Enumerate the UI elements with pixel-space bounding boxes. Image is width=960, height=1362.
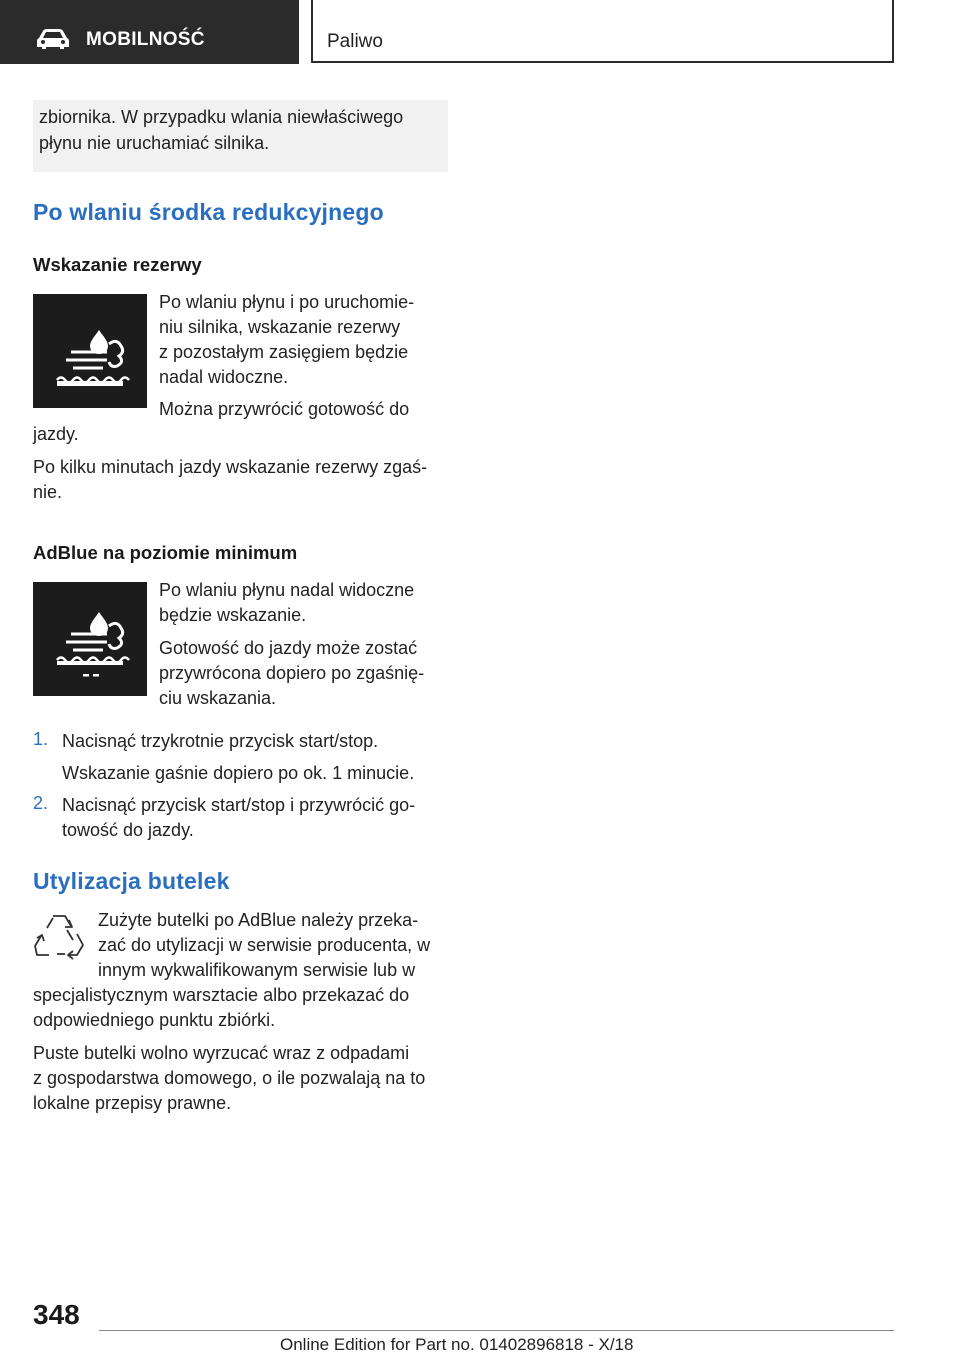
text-line: nie. bbox=[33, 482, 63, 502]
text-line: nadal widoczne. bbox=[159, 367, 289, 387]
text-line: odpowiedniego punktu zbiórki. bbox=[33, 1010, 276, 1030]
text-line: z pozostałym zasięgiem będzie bbox=[159, 342, 409, 362]
text-line: specjalistycznym warsztacie albo przekazać do bbox=[33, 985, 410, 1005]
text-line: z gospodarstwa domowego, o ile pozwalają na to bbox=[33, 1068, 426, 1088]
text-line: przywrócona dopiero po zgaśnię- bbox=[159, 663, 425, 683]
text-line: będzie wskazanie. bbox=[159, 605, 307, 625]
disposal-description-b bbox=[33, 983, 453, 1033]
subsection-heading: Wskazanie rezerwy bbox=[33, 254, 202, 275]
text-line: Gotowość do jazdy może zostać bbox=[159, 638, 418, 658]
text-line: niu silnika, wskazanie rezerwy bbox=[159, 317, 401, 337]
step-text: towość do jazdy. bbox=[62, 820, 194, 840]
step-number: 2. bbox=[33, 793, 49, 813]
disposal-description-a bbox=[98, 908, 450, 983]
adblue-minimum-icon bbox=[33, 582, 147, 696]
text-line: zać do utylizacji w serwisie producenta, w bbox=[98, 935, 431, 955]
note-box bbox=[33, 100, 448, 172]
subsection-heading: AdBlue na poziomie minimum bbox=[33, 542, 298, 563]
note-line: płynu nie uruchamiać silnika. bbox=[39, 133, 270, 153]
car-icon bbox=[36, 28, 70, 50]
header-chapter-box bbox=[311, 0, 894, 63]
text-line: jazdy. bbox=[33, 424, 79, 444]
reserve-description bbox=[159, 290, 449, 390]
recycle-icon bbox=[33, 910, 85, 962]
text-line: Można przywrócić gotowość do bbox=[159, 399, 410, 419]
text-line: Po wlaniu płynu i po uruchomie- bbox=[159, 292, 415, 312]
header-section-tab bbox=[0, 0, 299, 64]
step-note: Wskazanie gaśnie dopiero po ok. 1 minucie. bbox=[62, 763, 415, 783]
text-line: Zużyte butelki po AdBlue należy przeka- bbox=[98, 910, 419, 930]
footer-edition: Online Edition for Part no. 01402896818 - X/18 bbox=[280, 1335, 634, 1354]
page-number: 348 bbox=[33, 1299, 80, 1330]
minimum-description-a bbox=[159, 578, 449, 628]
minimum-description-b bbox=[159, 636, 449, 711]
adblue-reserve-icon bbox=[33, 294, 147, 408]
section-heading: Utylizacja butelek bbox=[33, 868, 230, 894]
text-line: Po wlaniu płynu nadal widoczne bbox=[159, 580, 415, 600]
text-line: Po kilku minutach jazdy wskazanie rezerwy zgaś- bbox=[33, 457, 428, 477]
section-heading: Po wlaniu środka redukcyjnego bbox=[33, 199, 384, 225]
section-title: MOBILNOŚĆ bbox=[86, 29, 205, 50]
text-line: innym wykwalifikowanym serwisie lub w bbox=[98, 960, 416, 980]
disposal-description-c bbox=[33, 1041, 453, 1116]
note-line: zbiornika. W przypadku wlania niewłaściwego bbox=[39, 107, 404, 127]
text-line: ciu wskazania. bbox=[159, 688, 277, 708]
step-text: Nacisnąć przycisk start/stop i przywrócić go- bbox=[62, 795, 416, 815]
step-text: Nacisnąć trzykrotnie przycisk start/stop. bbox=[62, 731, 379, 751]
step-number: 1. bbox=[33, 729, 49, 749]
text-line: Puste butelki wolno wyrzucać wraz z odpadami bbox=[33, 1043, 410, 1063]
text-line: lokalne przepisy prawne. bbox=[33, 1093, 232, 1113]
footer-rule bbox=[99, 1330, 894, 1331]
chapter-title: Paliwo bbox=[327, 31, 383, 52]
